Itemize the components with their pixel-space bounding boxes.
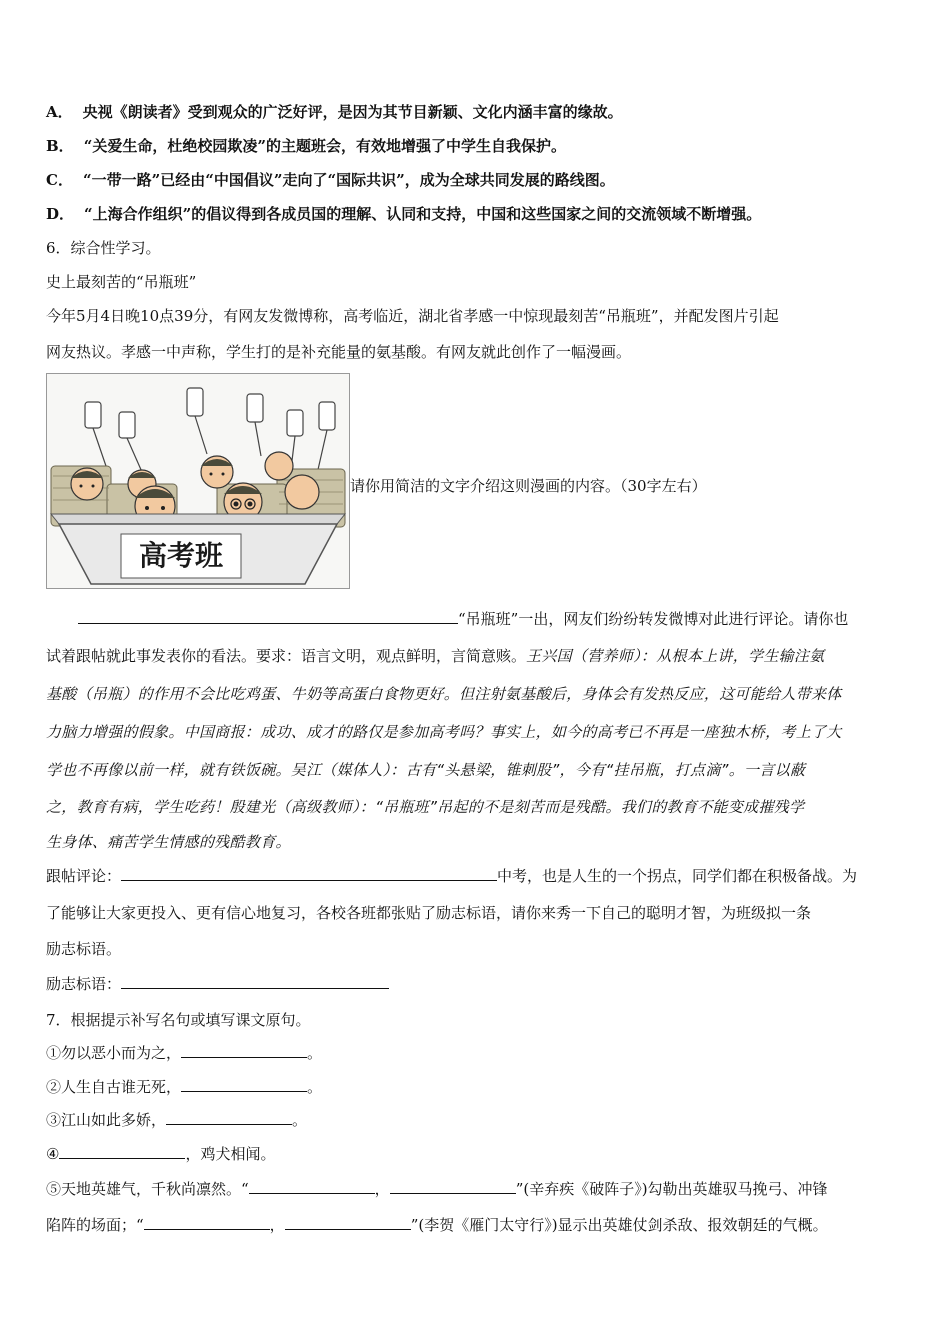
option-text: 央视《朗读者》受到观众的广泛好评，是因为其节目新颖、文化内涵丰富的缘故。	[82, 103, 623, 121]
slogan-line	[46, 974, 910, 994]
poem-text: ”(辛弃疾《破阵子》)勾勒出英雄驭马挽弓、冲锋	[515, 1180, 828, 1198]
poem-item	[46, 1144, 910, 1164]
quote-line: 之，教育有病，学生吃药！殷建光（高级教师）：“吊瓶班”吊起的不是刻苦而是残酷。我们的教育不能变成摧残学	[46, 798, 805, 816]
option-d	[46, 204, 910, 224]
quote-line: 生身体、痛苦学生情感的残酷教育。	[46, 833, 291, 851]
poem-punct: ，鸡犬相闻。	[185, 1145, 276, 1163]
cartoon-image	[46, 373, 350, 589]
paragraph-text: 中考，也是人生的一个拐点，同学们都在积极备战。为	[497, 867, 858, 885]
paragraph-text: 试着跟帖就此事发表你的看法。要求：语言文明，观点鲜明，言简意赅。	[46, 647, 527, 665]
slogan-blank[interactable]	[121, 974, 389, 989]
quote-line: 基酸（吊瓶）的作用不会比吃鸡蛋、牛奶等高蛋白食物更好。但注射氨基酸后，身体会有发热反应，这可能给人带来体	[46, 685, 842, 703]
poem-blank[interactable]	[144, 1215, 270, 1230]
poem-prompt: ①勿以恶小而为之，	[46, 1044, 182, 1062]
option-letter: B．	[46, 137, 74, 155]
paragraph-line: 了能够让大家更投入、更有信心地复习，各校各班都张贴了励志标语，请你来秀一下自己的聪明才智，为班级拟一条	[46, 904, 812, 922]
poem-punct: ，	[269, 1216, 285, 1234]
quote-line: 力脑力增强的假象。中国商报：成功、成才的路仅是参加高考吗？事实上，如今的高考已不再是一座独木桥，考上了大	[46, 723, 842, 741]
cartoon-sign-text: 高考班	[138, 539, 223, 572]
intro-line: 今年5月4日晚10点39分，有网友发微博称，高考临近，湖北省孝感一中惊现最刻苦“吊瓶班”，并配发图片引起	[46, 307, 779, 325]
option-text: “关爱生命，杜绝校园欺凌”的主题班会，有效地增强了中学生自我保护。	[83, 137, 566, 155]
poem-prompt: ④	[46, 1145, 60, 1163]
quote-text: 王兴国（营养师）：从根本上讲，学生输注氨	[526, 647, 825, 665]
option-text: “一带一路”已经由“中国倡议”走向了“国际共识”，成为全球共同发展的路线图。	[82, 171, 615, 189]
poem-punct: ，	[374, 1180, 390, 1198]
poem-blank[interactable]	[390, 1179, 516, 1194]
poem-item-5-line-2	[46, 1215, 910, 1235]
poem-blank[interactable]	[166, 1110, 292, 1125]
option-letter: C．	[46, 171, 73, 189]
poem-item-5	[46, 1179, 910, 1199]
option-c	[46, 170, 910, 190]
question-6-subtitle: 史上最刻苦的“吊瓶班”	[46, 273, 197, 291]
poem-item	[46, 1110, 910, 1130]
poem-blank[interactable]	[249, 1179, 375, 1194]
poem-text: ”(李贺《雁门太守行》)显示出英雄仗剑杀敌、报效朝廷的气概。	[410, 1216, 828, 1234]
option-text: “上海合作组织”的倡议得到各成员国的理解、认同和支持，中国和这些国家之间的交流领域不断增强。	[84, 205, 762, 223]
poem-prompt: ③江山如此多娇，	[46, 1111, 167, 1129]
follow-comment-blank[interactable]	[121, 866, 497, 881]
follow-comment-label: 跟帖评论：	[46, 867, 122, 885]
answer-blank[interactable]	[78, 609, 458, 624]
option-letter: A．	[46, 103, 73, 121]
poem-prompt: ⑤天地英雄气，千秋尚凛然。“	[46, 1180, 249, 1198]
poem-item	[46, 1043, 910, 1063]
poem-punct: 。	[307, 1044, 323, 1062]
paragraph-line	[46, 646, 910, 666]
poem-blank[interactable]	[181, 1043, 307, 1058]
quote-line: 学也不再像以前一样，就有铁饭碗。吴江（媒体人）：古有“头悬梁，锥刺股”，今有“挂吊瓶，打点滴”。一言以蔽	[46, 761, 806, 779]
poem-item	[46, 1077, 910, 1097]
follow-comment-line	[46, 866, 910, 886]
answer-line-cartoon	[78, 609, 910, 629]
slogan-label: 励志标语：	[46, 975, 122, 993]
poem-punct: 。	[292, 1111, 308, 1129]
poem-text: 陷阵的场面；“	[46, 1216, 144, 1234]
question-6-heading: 6．综合性学习。	[46, 239, 161, 257]
poem-blank[interactable]	[181, 1077, 307, 1092]
paragraph-text: “吊瓶班”一出，网友们纷纷转发微博对此进行评论。请你也	[458, 610, 849, 628]
poem-blank[interactable]	[59, 1144, 185, 1159]
poem-punct: 。	[307, 1078, 323, 1096]
intro-line: 网友热议。孝感一中声称，学生打的是补充能量的氨基酸。有网友就此创作了一幅漫画。	[46, 343, 632, 361]
question-7-heading: 7．根据提示补写名句或填写课文原句。	[46, 1011, 311, 1029]
paragraph-line: 励志标语。	[46, 940, 122, 958]
option-b	[46, 136, 910, 156]
cartoon-prompt: 请你用简洁的文字介绍这则漫画的内容。（30字左右）	[350, 477, 707, 495]
option-letter: D．	[46, 205, 75, 223]
poem-blank[interactable]	[285, 1215, 411, 1230]
poem-prompt: ②人生自古谁无死，	[46, 1078, 182, 1096]
option-a	[46, 102, 910, 122]
